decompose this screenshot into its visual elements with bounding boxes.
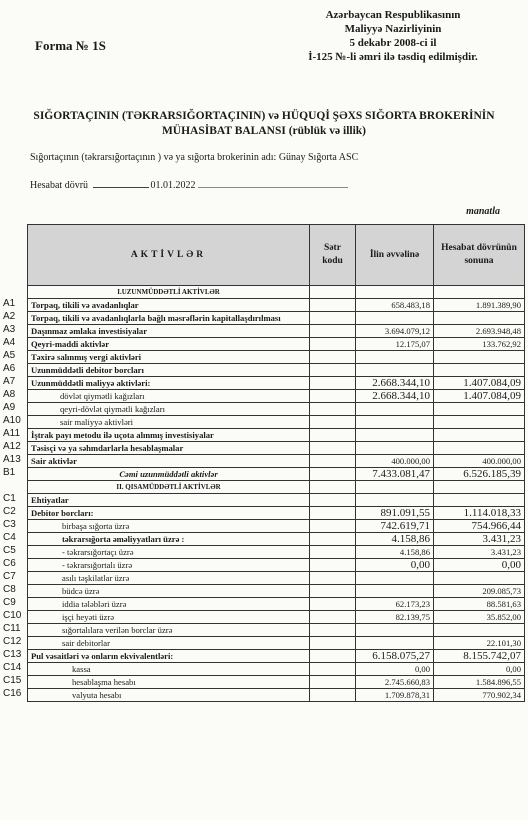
start-of-year-value [356, 416, 434, 429]
row-code-label: A13 [3, 454, 21, 465]
row-code-cell [310, 481, 356, 494]
end-of-period-value [434, 442, 525, 455]
title-line-1: SIĞORTAÇININ (TƏKRARSIĞORTAÇININ) və HÜQUQİ ŞƏXS SIĞORTA BROKERİNİN [33, 110, 495, 122]
approval-block [278, 8, 508, 64]
row-code-label: C10 [3, 610, 22, 621]
row-code-label: C8 [3, 584, 16, 595]
end-of-period-value [434, 351, 525, 364]
table-row [28, 663, 525, 676]
table-row [28, 377, 525, 390]
end-of-period-value: 8.155.742,07 [434, 650, 525, 663]
row-label: II. QISAMÜDDƏTLİ AKTİVLƏR [28, 481, 310, 494]
start-of-year-value: 400.000,00 [356, 455, 434, 468]
end-of-period-value: 3.431,23 [434, 533, 525, 546]
end-of-period-value [434, 286, 525, 299]
row-code-label: A7 [3, 376, 16, 387]
row-code-label: A6 [3, 363, 16, 374]
start-of-year-value [356, 624, 434, 637]
row-label: - təkrarsığortalı üzrə [28, 559, 310, 572]
row-label: valyuta hesabı [28, 689, 310, 702]
start-of-year-value: 0,00 [356, 559, 434, 572]
row-code-cell [310, 286, 356, 299]
start-of-year-value: 82.139,75 [356, 611, 434, 624]
row-label: Debitor borcları: [28, 507, 310, 520]
row-label: Ehtiyatlar [28, 494, 310, 507]
row-label: İştrak payı metodu ilə uçota alınmış investisiyalar [28, 429, 310, 442]
end-of-period-value [434, 624, 525, 637]
table-row [28, 455, 525, 468]
row-code-label: C15 [3, 675, 22, 686]
row-label: Uzunmüddətli maliyyə aktivləri: [28, 377, 310, 390]
row-code-cell [310, 585, 356, 598]
end-of-period-value [434, 429, 525, 442]
row-code-cell [310, 455, 356, 468]
row-code-cell [310, 325, 356, 338]
start-of-year-value [356, 429, 434, 442]
start-of-year-value: 0,00 [356, 663, 434, 676]
row-code-label: C14 [3, 662, 22, 673]
end-of-period-value: 2.693.948,48 [434, 325, 525, 338]
row-label: sair debitorlar [28, 637, 310, 650]
title-line-2: MÜHASİBAT BALANSI (rüblük və illik) [161, 125, 367, 137]
row-label: Uzunmüddətli debitor borcları [28, 364, 310, 377]
row-code-cell [310, 572, 356, 585]
start-of-year-value [356, 351, 434, 364]
end-of-period-value [434, 572, 525, 585]
row-code-cell [310, 299, 356, 312]
approval-line: Azərbaycan Respublikasının [325, 9, 461, 21]
row-code-cell [310, 416, 356, 429]
row-label: təkrarsığorta əməliyyatları üzrə : [28, 533, 310, 546]
table-row [28, 598, 525, 611]
start-of-year-header: İlin əvvəlinə [356, 225, 434, 286]
table-row [28, 572, 525, 585]
end-of-period-value: 88.581,63 [434, 598, 525, 611]
table-header-row [28, 225, 525, 286]
start-of-year-value: 658.483,18 [356, 299, 434, 312]
row-code-label: C12 [3, 636, 22, 647]
row-code-label: A1 [3, 298, 16, 309]
row-code-cell [310, 559, 356, 572]
start-of-year-value [356, 637, 434, 650]
row-label: işçi heyəti üzrə [28, 611, 310, 624]
row-code-label: A2 [3, 311, 16, 322]
row-code-label: B1 [3, 467, 16, 478]
table-row [28, 364, 525, 377]
row-code-cell [310, 442, 356, 455]
row-code-label: A8 [3, 389, 16, 400]
end-of-period-value: 133.762,92 [434, 338, 525, 351]
start-of-year-value: 7.433.081,47 [356, 468, 434, 481]
table-row [28, 299, 525, 312]
start-of-year-value [356, 312, 434, 325]
table-row [28, 507, 525, 520]
row-label: Torpaq, tikili və avadanlıqlar [28, 299, 310, 312]
row-code-label: A11 [3, 428, 21, 439]
row-code-cell [310, 676, 356, 689]
table-row [28, 520, 525, 533]
table-row [28, 676, 525, 689]
row-code-cell [310, 611, 356, 624]
start-of-year-value: 2.668.344,10 [356, 390, 434, 403]
end-of-period-value: 22.101,30 [434, 637, 525, 650]
end-of-period-value: 1.584.896,55 [434, 676, 525, 689]
row-code-label: A4 [3, 337, 16, 348]
row-label: sair maliyyə aktivləri [28, 416, 310, 429]
end-of-period-value: 0,00 [434, 559, 525, 572]
table-row [28, 286, 525, 299]
row-code-cell [310, 637, 356, 650]
table-row [28, 390, 525, 403]
start-of-year-value [356, 364, 434, 377]
row-code-label: C1 [3, 493, 16, 504]
company-line: Sığortaçının (təkrarsığortaçının ) və ya sığorta brokerinin adı: Günay Sığorta ASC [30, 152, 359, 163]
table-row [28, 624, 525, 637]
row-label: kassa [28, 663, 310, 676]
row-label: Daşınmaz əmlakа investisiyalar [28, 325, 310, 338]
start-of-year-value: 62.173,23 [356, 598, 434, 611]
form-number: Forma № 1S [35, 38, 106, 53]
row-code-label: C13 [3, 649, 22, 660]
row-code-cell [310, 624, 356, 637]
table-row [28, 338, 525, 351]
row-label: hesablaşma hesabı [28, 676, 310, 689]
currency-unit: manatla [466, 206, 500, 217]
row-code-cell [310, 312, 356, 325]
end-of-period-value: 1.891.389,90 [434, 299, 525, 312]
row-label: dövlət qiymətli kağızları [28, 390, 310, 403]
row-code-label: C5 [3, 545, 16, 556]
row-code-cell [310, 403, 356, 416]
balance-table [27, 224, 525, 702]
start-of-year-value: 2.745.660,83 [356, 676, 434, 689]
end-of-period-value: 1.114.018,33 [434, 507, 525, 520]
table-row [28, 494, 525, 507]
row-label: Təsisçi və ya səhmdarlarla hesablaşmalar [28, 442, 310, 455]
row-label: I.UZUNMÜDDƏTLİ AKTİVLƏR [28, 286, 310, 299]
start-of-year-value: 4.158,86 [356, 546, 434, 559]
end-of-period-value: 1.407.084,09 [434, 377, 525, 390]
end-of-period-header: Hesabat dövrünün sonuna [434, 225, 525, 286]
start-of-year-value [356, 494, 434, 507]
row-code-label: C6 [3, 558, 16, 569]
row-code-cell [310, 507, 356, 520]
row-code-cell [310, 390, 356, 403]
start-of-year-value: 12.175,07 [356, 338, 434, 351]
row-code-cell [310, 650, 356, 663]
row-label: Qeyri-maddi aktivlər [28, 338, 310, 351]
row-label: asılı təşkilatlar üzrə [28, 572, 310, 585]
end-of-period-value [434, 494, 525, 507]
row-code-label: C9 [3, 597, 16, 608]
row-label: iddia tələbləri üzrə [28, 598, 310, 611]
table-row [28, 689, 525, 702]
table-row [28, 312, 525, 325]
document-title [20, 109, 508, 139]
period-label: Hesabat dövrü [30, 180, 89, 191]
assets-header: AKTİVLƏR [28, 225, 310, 286]
row-code-cell [310, 377, 356, 390]
table-row [28, 546, 525, 559]
row-code-label: C2 [3, 506, 16, 517]
row-code-cell [310, 689, 356, 702]
row-code-label: A3 [3, 324, 16, 335]
table-row [28, 481, 525, 494]
row-code-label: C7 [3, 571, 16, 582]
row-label: Sair aktivlər [28, 455, 310, 468]
start-of-year-value: 891.091,55 [356, 507, 434, 520]
end-of-period-value [434, 416, 525, 429]
row-code-cell [310, 364, 356, 377]
row-label: Pul vəsaitləri və onların ekvivalentləri: [28, 650, 310, 663]
row-label: qeyri-dövlət qiymətli kağızları [28, 403, 310, 416]
row-label: sığortalılara verilən borclar üzrə [28, 624, 310, 637]
row-code-label: C16 [3, 688, 22, 699]
table-row [28, 325, 525, 338]
row-code-cell [310, 663, 356, 676]
table-row [28, 650, 525, 663]
row-label: Təxirə salınmış vergi aktivləri [28, 351, 310, 364]
row-code-label: A9 [3, 402, 16, 413]
row-label: büdcə üzrə [28, 585, 310, 598]
end-of-period-value [434, 481, 525, 494]
row-code-label: A5 [3, 350, 16, 361]
end-of-period-value: 3.431,23 [434, 546, 525, 559]
end-of-period-value: 209.085,73 [434, 585, 525, 598]
end-of-period-value: 0,00 [434, 663, 525, 676]
row-code-cell [310, 598, 356, 611]
row-code-header: Sətr kodu [310, 225, 356, 286]
period-value: 01.01.2022 [150, 180, 196, 191]
period-line [30, 180, 348, 191]
row-code-label: C4 [3, 532, 16, 543]
start-of-year-value: 6.158.075,27 [356, 650, 434, 663]
end-of-period-value: 400.000,00 [434, 455, 525, 468]
row-code-label: C11 [3, 623, 21, 634]
start-of-year-value [356, 286, 434, 299]
end-of-period-value [434, 364, 525, 377]
end-of-period-value: 1.407.084,09 [434, 390, 525, 403]
start-of-year-value [356, 442, 434, 455]
table-row [28, 351, 525, 364]
table-row [28, 559, 525, 572]
start-of-year-value: 2.668.344,10 [356, 377, 434, 390]
end-of-period-value [434, 312, 525, 325]
row-code-label: A12 [3, 441, 21, 452]
row-code-cell [310, 351, 356, 364]
end-of-period-value: 754.966,44 [434, 520, 525, 533]
table-row [28, 416, 525, 429]
end-of-period-value: 6.526.185,39 [434, 468, 525, 481]
row-label: birbaşa sığorta üzrə [28, 520, 310, 533]
start-of-year-value: 1.709.878,31 [356, 689, 434, 702]
table-row [28, 403, 525, 416]
row-code-cell [310, 468, 356, 481]
start-of-year-value: 742.619,71 [356, 520, 434, 533]
start-of-year-value: 3.694.079,12 [356, 325, 434, 338]
row-code-cell [310, 429, 356, 442]
period-underline [198, 187, 348, 188]
table-row [28, 533, 525, 546]
row-code-label: A10 [3, 415, 21, 426]
row-code-cell [310, 338, 356, 351]
period-blank [93, 187, 149, 188]
row-code-cell [310, 533, 356, 546]
table-row [28, 611, 525, 624]
row-code-label: C3 [3, 519, 16, 530]
row-label: Cəmi uzunmüddətli aktivlər [28, 468, 310, 481]
start-of-year-value [356, 585, 434, 598]
row-label: Torpaq, tikili və avadanlıqlarla bağlı məsrəflərin kapitallaşdırılması [28, 312, 310, 325]
row-code-cell [310, 520, 356, 533]
start-of-year-value [356, 481, 434, 494]
table-row [28, 468, 525, 481]
start-of-year-value: 4.158,86 [356, 533, 434, 546]
end-of-period-value [434, 403, 525, 416]
row-code-cell [310, 546, 356, 559]
approval-line: İ-125 №-li əmri ilə təsdiq edilmişdir. [308, 51, 478, 63]
row-label: - təkrarsığortaçı üzrə [28, 546, 310, 559]
start-of-year-value [356, 403, 434, 416]
start-of-year-value [356, 572, 434, 585]
end-of-period-value: 35.852,00 [434, 611, 525, 624]
table-body [28, 286, 525, 702]
table-row [28, 429, 525, 442]
row-code-cell [310, 494, 356, 507]
table-row [28, 442, 525, 455]
table-row [28, 585, 525, 598]
table-row [28, 637, 525, 650]
approval-line: 5 dekabr 2008-ci il [349, 37, 437, 49]
end-of-period-value: 770.902,34 [434, 689, 525, 702]
approval-line: Maliyyə Nazirliyinin [344, 23, 442, 35]
